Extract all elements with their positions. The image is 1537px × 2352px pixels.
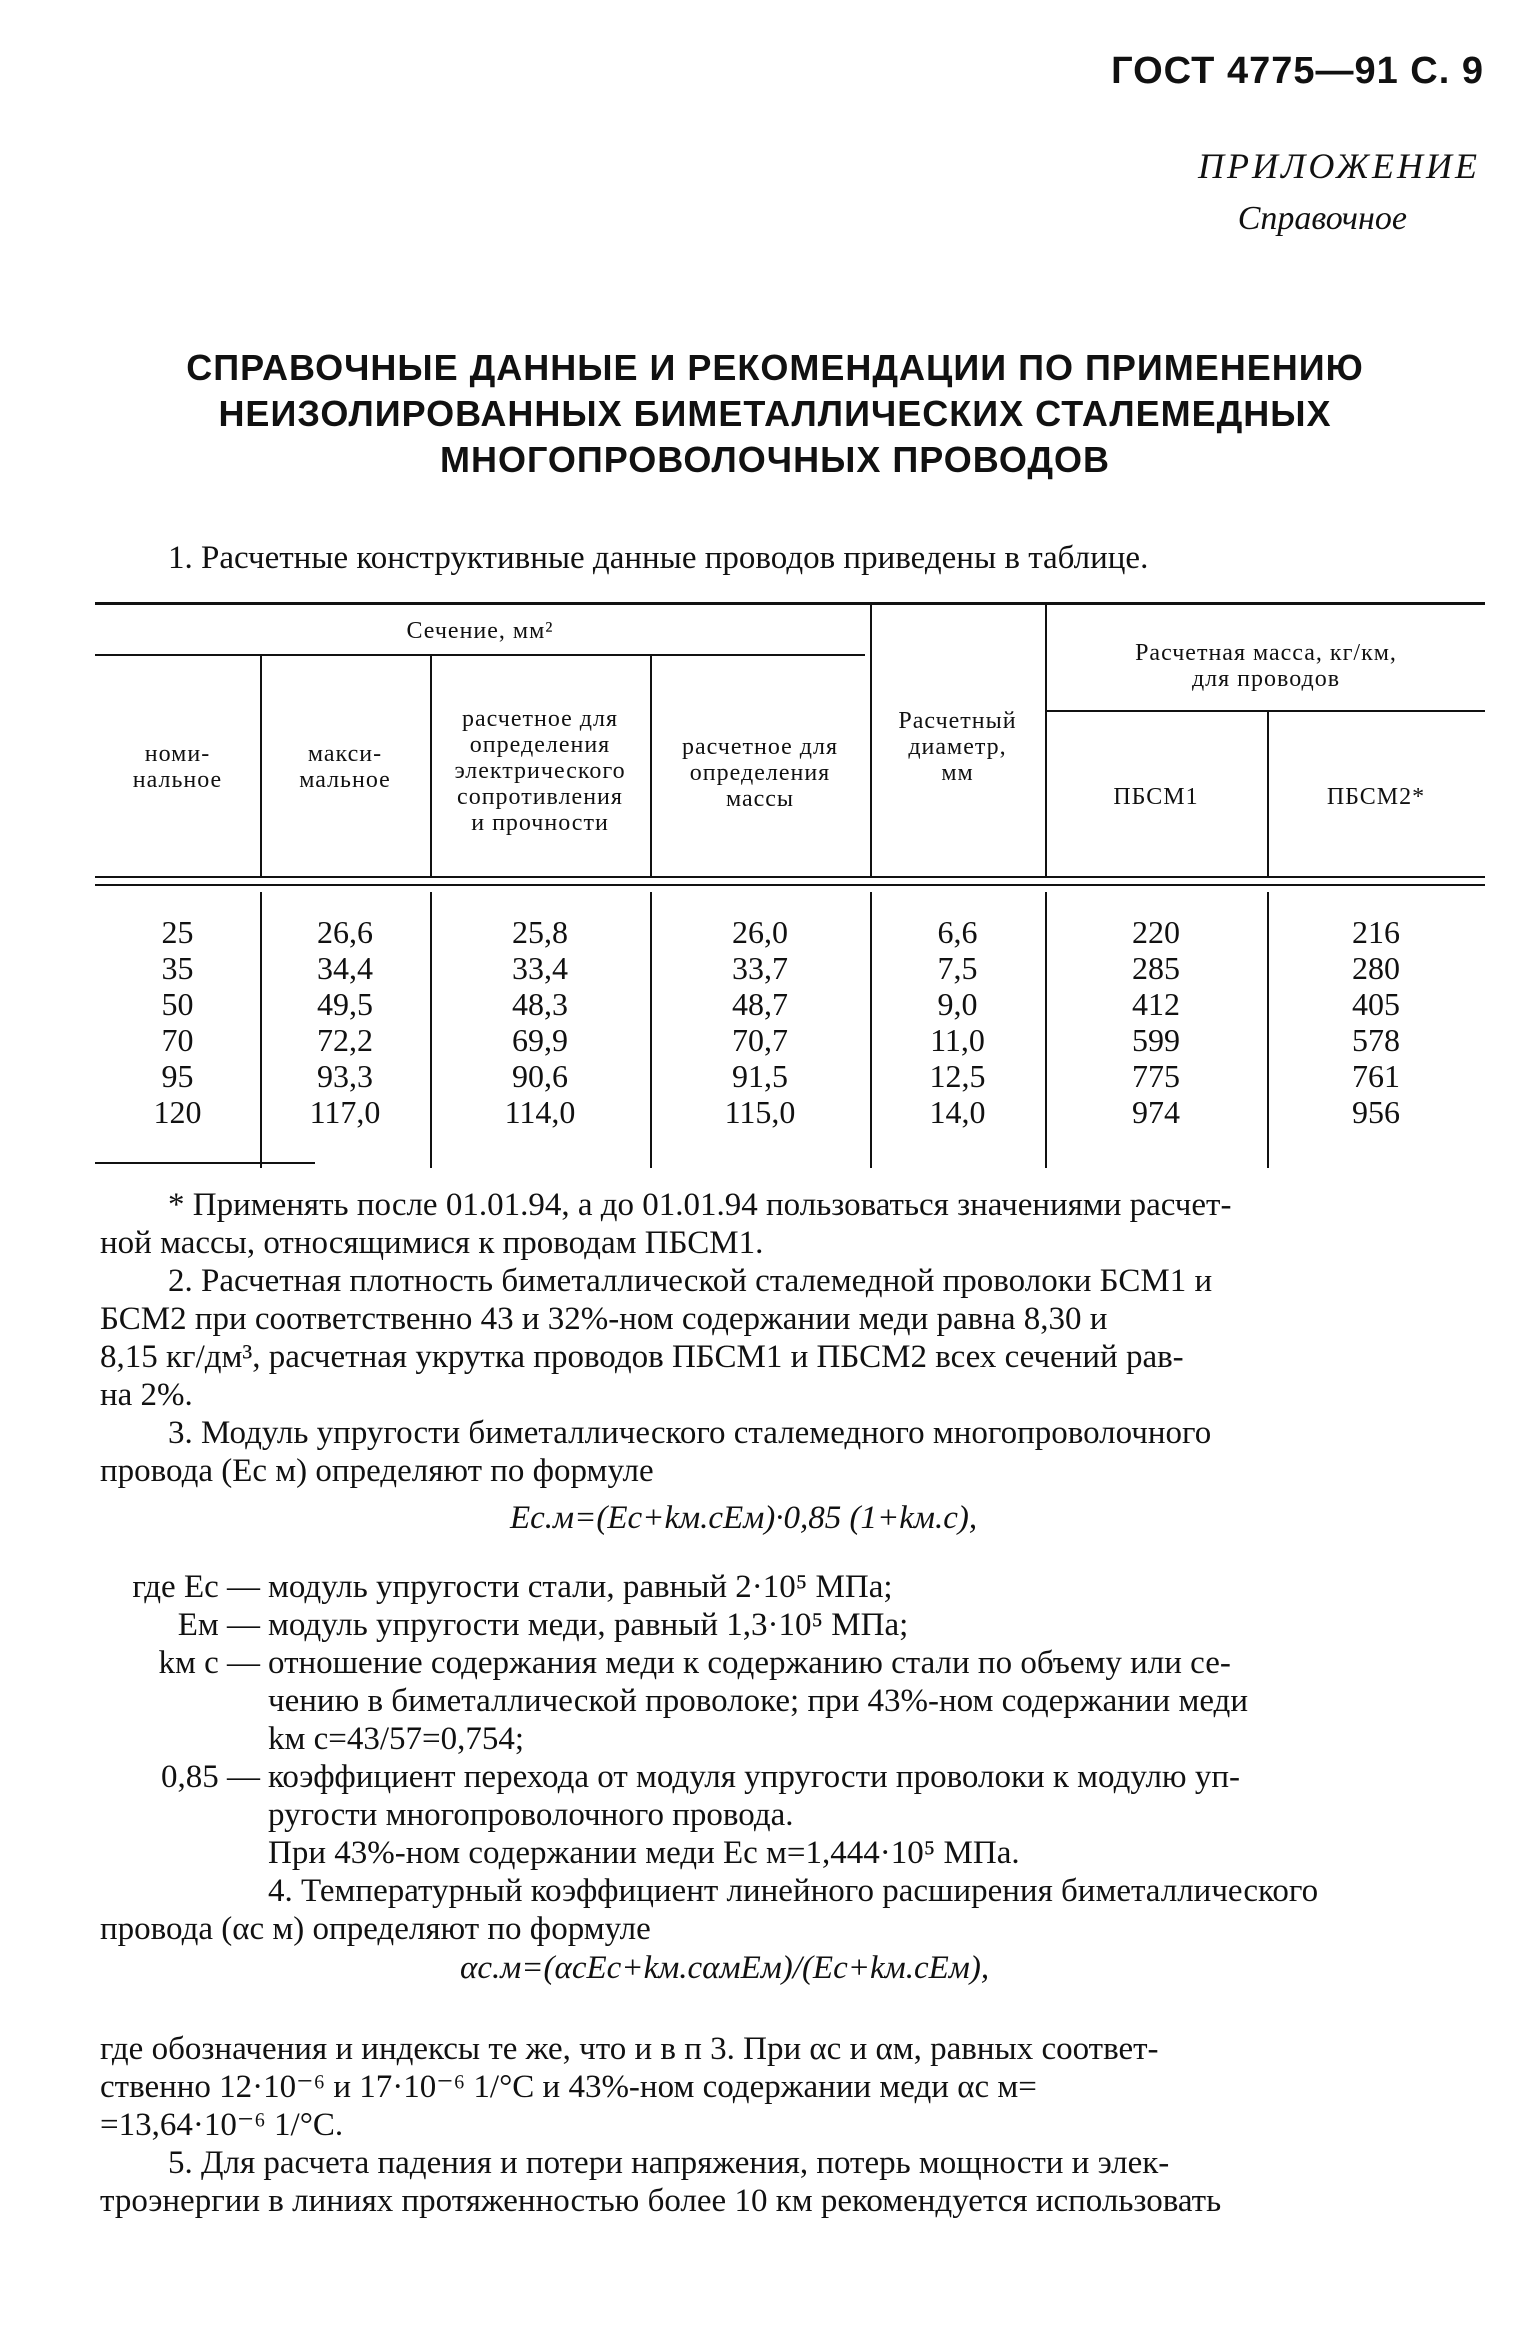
- table-cell: 70,7: [732, 1022, 788, 1058]
- table-rule: [95, 654, 865, 656]
- definition-text: отношение содержания меди к содержанию стали по объему или се-: [268, 1645, 1231, 1681]
- text-line: 5. Для расчета падения и потери напряжения, потерь мощности и элек-: [168, 2145, 1170, 2181]
- header-line: номи-: [144, 741, 211, 767]
- header-mass: [1047, 640, 1485, 692]
- header-calc-electric: [430, 706, 650, 836]
- header-line: определения: [689, 760, 831, 786]
- table-cell: 25,8: [512, 914, 568, 950]
- definitions-list: [100, 1568, 1485, 1948]
- table-cell: 6,6: [937, 914, 978, 950]
- definition-row: [100, 1758, 1485, 1834]
- appendix-label: ПРИЛОЖЕНИЕ: [1198, 146, 1480, 186]
- column-diameter: [870, 914, 1045, 1130]
- text-line: 2. Расчетная плотность биметаллической сталемедной проволоки БСМ1 и: [168, 1263, 1213, 1299]
- column-pbsm1: [1045, 914, 1267, 1130]
- header-line: нальное: [132, 767, 223, 793]
- table-cell: 90,6: [512, 1058, 568, 1094]
- column-pbsm2: [1267, 914, 1485, 1130]
- text-line: троэнергии в линиях протяженностью более 10 км рекомендуется использовать: [100, 2183, 1222, 2219]
- header-maximal: [260, 741, 430, 793]
- title-line: НЕИЗОЛИРОВАННЫХ БИМЕТАЛЛИЧЕСКИХ СТАЛЕМЕДНЫХ: [218, 393, 1332, 434]
- header-line: макси-: [307, 741, 383, 767]
- table-cell: 93,3: [317, 1058, 373, 1094]
- text-line: При 43%-ном содержании меди Eс м=1,444·10⁵ МПа.: [268, 1835, 1020, 1871]
- text-line: где обозначения и индексы те же, что и в п 3. При αс и αм, равных соответ-: [100, 2031, 1159, 2067]
- header-section: Сечение, мм²: [406, 618, 554, 644]
- header-line: Расчетный: [898, 708, 1017, 734]
- definition-text: модуль упругости меди, равный 1,3·10⁵ МПа;: [268, 1607, 909, 1643]
- table-cell: 216: [1352, 914, 1400, 950]
- table-cell: 14,0: [929, 1094, 986, 1130]
- table-cell: 115,0: [724, 1094, 796, 1130]
- table-cell: 35: [161, 950, 194, 986]
- appendix-type: Справочное: [1237, 200, 1407, 237]
- text-line: ной массы, относящимися к проводам ПБСМ1.: [100, 1225, 764, 1261]
- table-cell: 95: [161, 1058, 194, 1094]
- table-cell: 280: [1352, 950, 1400, 986]
- header-line: расчетное для: [681, 734, 839, 760]
- header-pbsm1: ПБСМ1: [1113, 784, 1199, 810]
- header-line: сопротивления: [457, 784, 623, 810]
- document-reference: ГОСТ 4775—91 С. 9: [1111, 50, 1484, 92]
- title-line: МНОГОПРОВОЛОЧНЫХ ПРОВОДОВ: [439, 439, 1111, 480]
- text-line: БСМ2 при соответственно 43 и 32%-ном содержании меди равна 8,30 и: [100, 1301, 1108, 1337]
- table-cell: 7,5: [937, 950, 978, 986]
- table-cell: 33,4: [512, 950, 568, 986]
- header-line: определения: [469, 732, 611, 758]
- column-calc-mass: [650, 914, 870, 1130]
- table-cell: 412: [1132, 986, 1180, 1022]
- definition-text: коэффициент перехода от модуля упругости проволоки к модулю уп-: [268, 1759, 1240, 1795]
- body-text-block: [100, 2030, 1485, 2220]
- header-line: массы: [725, 786, 795, 812]
- intro-paragraph: 1. Расчетные конструктивные данные проводов приведены в таблице.: [168, 540, 1149, 576]
- column-maximal: [260, 914, 430, 1130]
- table-cell: 25: [161, 914, 194, 950]
- table-cell: 70: [161, 1022, 194, 1058]
- table-cell: 974: [1132, 1094, 1180, 1130]
- table-cell: 578: [1352, 1022, 1400, 1058]
- formula-expansion-coefficient: αс.м=(αсEс+kм.сαмEм)/(Eс+kм.сEм),: [460, 1950, 990, 1986]
- text-line: ственно 12·10⁻⁶ и 17·10⁻⁶ 1/°С и 43%-ном содержании меди αс м=: [100, 2069, 1037, 2105]
- table-rule: [95, 884, 1485, 886]
- text-line: 3. Модуль упругости биметаллического сталемедного многопроволочного: [168, 1415, 1212, 1451]
- table-rule: [1045, 710, 1485, 712]
- header-calc-mass: [650, 734, 870, 812]
- table-cell: 34,4: [317, 950, 373, 986]
- header-diameter: [870, 708, 1045, 786]
- body-text-block: [100, 1186, 1485, 1490]
- header-line: мальное: [299, 767, 391, 793]
- table-cell: 69,9: [512, 1022, 568, 1058]
- text-line: 4. Температурный коэффициент линейного расширения биметаллического: [268, 1873, 1319, 1909]
- definition-row: [100, 1606, 1485, 1644]
- table-cell: 114,0: [504, 1094, 576, 1130]
- table-cell: 72,2: [317, 1022, 373, 1058]
- definition-symbol: Eм —: [177, 1607, 260, 1643]
- table-cell: 117,0: [309, 1094, 381, 1130]
- formula-elastic-modulus: Eс.м=(Eс+kм.сEм)·0,85 (1+kм.с),: [510, 1500, 978, 1536]
- table-cell: 12,5: [929, 1058, 986, 1094]
- table-cell: 220: [1132, 914, 1180, 950]
- header-nominal: [95, 741, 260, 793]
- header-line: диаметр,: [908, 734, 1007, 760]
- data-table: [95, 596, 1485, 1176]
- table-cell: 33,7: [732, 950, 788, 986]
- text-line: =13,64·10⁻⁶ 1/°С.: [100, 2107, 344, 2143]
- definition-text: ругости многопроволочного провода.: [268, 1797, 794, 1833]
- text-line: * Применять после 01.01.94, а до 01.01.94 пользоваться значениями расчет-: [168, 1187, 1232, 1223]
- text-line: провода (αс м) определяют по формуле: [100, 1911, 651, 1947]
- table-top-rule: [95, 602, 1485, 605]
- table-cell: 48,7: [732, 986, 788, 1022]
- definition-symbol: где Eс —: [132, 1569, 260, 1605]
- definition-text: чению в биметаллической проволоке; при 43%-ном содержании меди: [268, 1683, 1249, 1719]
- table-cell: 285: [1132, 950, 1180, 986]
- table-cell: 48,3: [512, 986, 568, 1022]
- column-calc-electric: [430, 914, 650, 1130]
- column-nominal: [95, 914, 260, 1130]
- table-cell: 405: [1352, 986, 1400, 1022]
- header-line: расчетное для: [461, 706, 619, 732]
- table-cell: 775: [1132, 1058, 1180, 1094]
- header-line: мм: [941, 760, 974, 786]
- table-cell: 761: [1352, 1058, 1400, 1094]
- table-cell: 120: [153, 1094, 202, 1130]
- table-cell: 956: [1352, 1094, 1400, 1130]
- page-title: [90, 345, 1460, 483]
- definition-row: [100, 1644, 1485, 1758]
- header-line: для проводов: [1191, 666, 1341, 692]
- table-bottom-rule: [95, 1162, 315, 1164]
- table-cell: 599: [1132, 1022, 1180, 1058]
- text-line: 8,15 кг/дм³, расчетная укрутка проводов ПБСМ1 и ПБСМ2 всех сечений рав-: [100, 1339, 1184, 1375]
- table-rule: [95, 876, 1485, 878]
- table-cell: 50: [161, 986, 194, 1022]
- header-line: электрического: [454, 758, 626, 784]
- text-line: провода (Eс м) определяют по формуле: [100, 1453, 654, 1489]
- header-line: Расчетная масса, кг/км,: [1135, 640, 1397, 666]
- definition-row: [100, 1568, 1485, 1606]
- header-line: и прочности: [471, 810, 609, 836]
- table-cell: 26,6: [317, 914, 373, 950]
- table-cell: 91,5: [732, 1058, 788, 1094]
- table-cell: 49,5: [317, 986, 373, 1022]
- definition-symbol: kм с —: [158, 1645, 260, 1681]
- table-cell: 11,0: [930, 1022, 985, 1058]
- definition-symbol: 0,85 —: [161, 1759, 260, 1795]
- table-cell: 9,0: [937, 986, 978, 1022]
- definition-text: модуль упругости стали, равный 2·10⁵ МПа;: [268, 1569, 893, 1605]
- definition-text: kм с=43/57=0,754;: [268, 1721, 525, 1757]
- table-cell: 26,0: [732, 914, 788, 950]
- text-line: на 2%.: [100, 1377, 193, 1413]
- header-pbsm2: ПБСМ2*: [1326, 784, 1426, 810]
- title-line: СПРАВОЧНЫЕ ДАННЫЕ И РЕКОМЕНДАЦИИ ПО ПРИМЕНЕНИЮ: [186, 347, 1364, 388]
